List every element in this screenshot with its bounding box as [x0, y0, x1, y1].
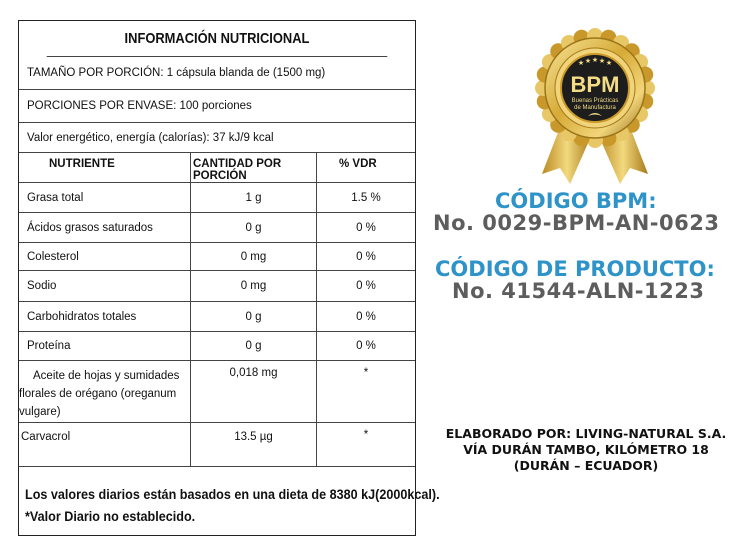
manufacturer-line3: (DURÁN – ECUADOR)	[513, 458, 659, 473]
nutrient-amount: 0,018 mg	[190, 361, 317, 422]
table-row	[19, 271, 415, 302]
svg-text:★: ★	[591, 56, 599, 64]
bpm-code-value: No. 0029-BPM-AN-0623	[433, 211, 720, 235]
nutrient-name: Proteína	[27, 340, 71, 352]
svg-text:★: ★	[577, 59, 585, 67]
header-vdr: % VDR	[339, 158, 377, 170]
table-row	[19, 332, 415, 361]
header-amount: CANTIDAD POR PORCIÓN	[190, 153, 317, 182]
table-row	[19, 302, 415, 332]
seal-subtitle-line2: de Manufactura	[574, 105, 616, 111]
nutrient-amount: 0 g	[190, 302, 317, 331]
product-code-value: No. 41544-ALN-1223	[452, 279, 705, 303]
seal-acronym: BPM	[570, 72, 620, 97]
footnote-daily-values: Los valores diarios están basados en una dieta de 8380 kJ(2000kcal).	[25, 486, 440, 502]
nutrient-name: Aceite de hojas y sumidades florales de orégano (oreganum vulgare)	[19, 370, 180, 418]
table-footnotes	[19, 467, 440, 535]
nutrient-amount: 13.5 µg	[190, 423, 317, 466]
nutrient-vdr: 0 %	[356, 221, 376, 234]
nutrient-name: Ácidos grasos saturados	[27, 221, 153, 234]
nutrient-amount: 0 g	[190, 332, 317, 360]
nutrient-vdr: 0 %	[356, 280, 376, 292]
bpm-seal-badge	[520, 22, 670, 190]
bpm-code-label: CÓDIGO BPM:	[495, 189, 657, 213]
nutrient-amount: 0 g	[190, 213, 317, 242]
nutrient-name: Carvacrol	[21, 431, 71, 443]
footnote-not-established: *Valor Diario no establecido.	[25, 508, 196, 524]
nutrient-vdr: 0 %	[356, 310, 376, 323]
table-row	[19, 183, 415, 213]
nutrient-vdr: 1.5 %	[351, 191, 381, 204]
nutrient-name: Carbohidratos totales	[27, 310, 137, 323]
nutrient-amount: 1 g	[190, 183, 317, 212]
seal-subtitle-line1: Buenas Prácticas	[571, 98, 619, 104]
nutrient-vdr: 0 %	[356, 250, 376, 263]
svg-text:★: ★	[605, 59, 613, 67]
manufacturer-line2: VÍA DURÁN TAMBO, KILÓMETRO 18	[463, 442, 709, 457]
table-row	[19, 423, 415, 467]
table-row	[19, 243, 415, 271]
table-row	[19, 361, 415, 423]
nutrient-amount: 0 mg	[190, 271, 317, 301]
svg-text:★: ★	[598, 57, 606, 65]
nutrition-facts-table	[18, 20, 440, 536]
nutrient-name: Grasa total	[27, 191, 84, 204]
energy-value: Valor energético, energía (calorías): 37 kJ/9 kcal	[19, 123, 415, 153]
svg-text:★: ★	[584, 57, 592, 65]
nutrient-vdr: 0 %	[356, 340, 376, 352]
nutrient-name: Colesterol	[27, 250, 79, 263]
nutrient-vdr: *	[363, 429, 369, 441]
header-nutrient: NUTRIENTE	[49, 158, 115, 170]
nutrient-amount: 0 mg	[190, 243, 317, 270]
product-code-label: CÓDIGO DE PRODUCTO:	[435, 257, 715, 281]
table-header-row	[19, 153, 415, 183]
nutrient-vdr: *	[363, 367, 369, 379]
table-row	[19, 213, 415, 243]
manufacturer-line1: ELABORADO POR: LIVING-NATURAL S.A.	[445, 426, 727, 441]
serving-size: TAMAÑO POR PORCIÓN: 1 cápsula blanda de (1500 mg)	[19, 57, 415, 90]
nutrient-name: Sodio	[27, 280, 57, 292]
manufacturer-info	[430, 426, 742, 474]
servings-per-container: PORCIONES POR ENVASE: 100 porciones	[19, 90, 415, 123]
table-title: INFORMACIÓN NUTRICIONAL	[47, 21, 388, 57]
